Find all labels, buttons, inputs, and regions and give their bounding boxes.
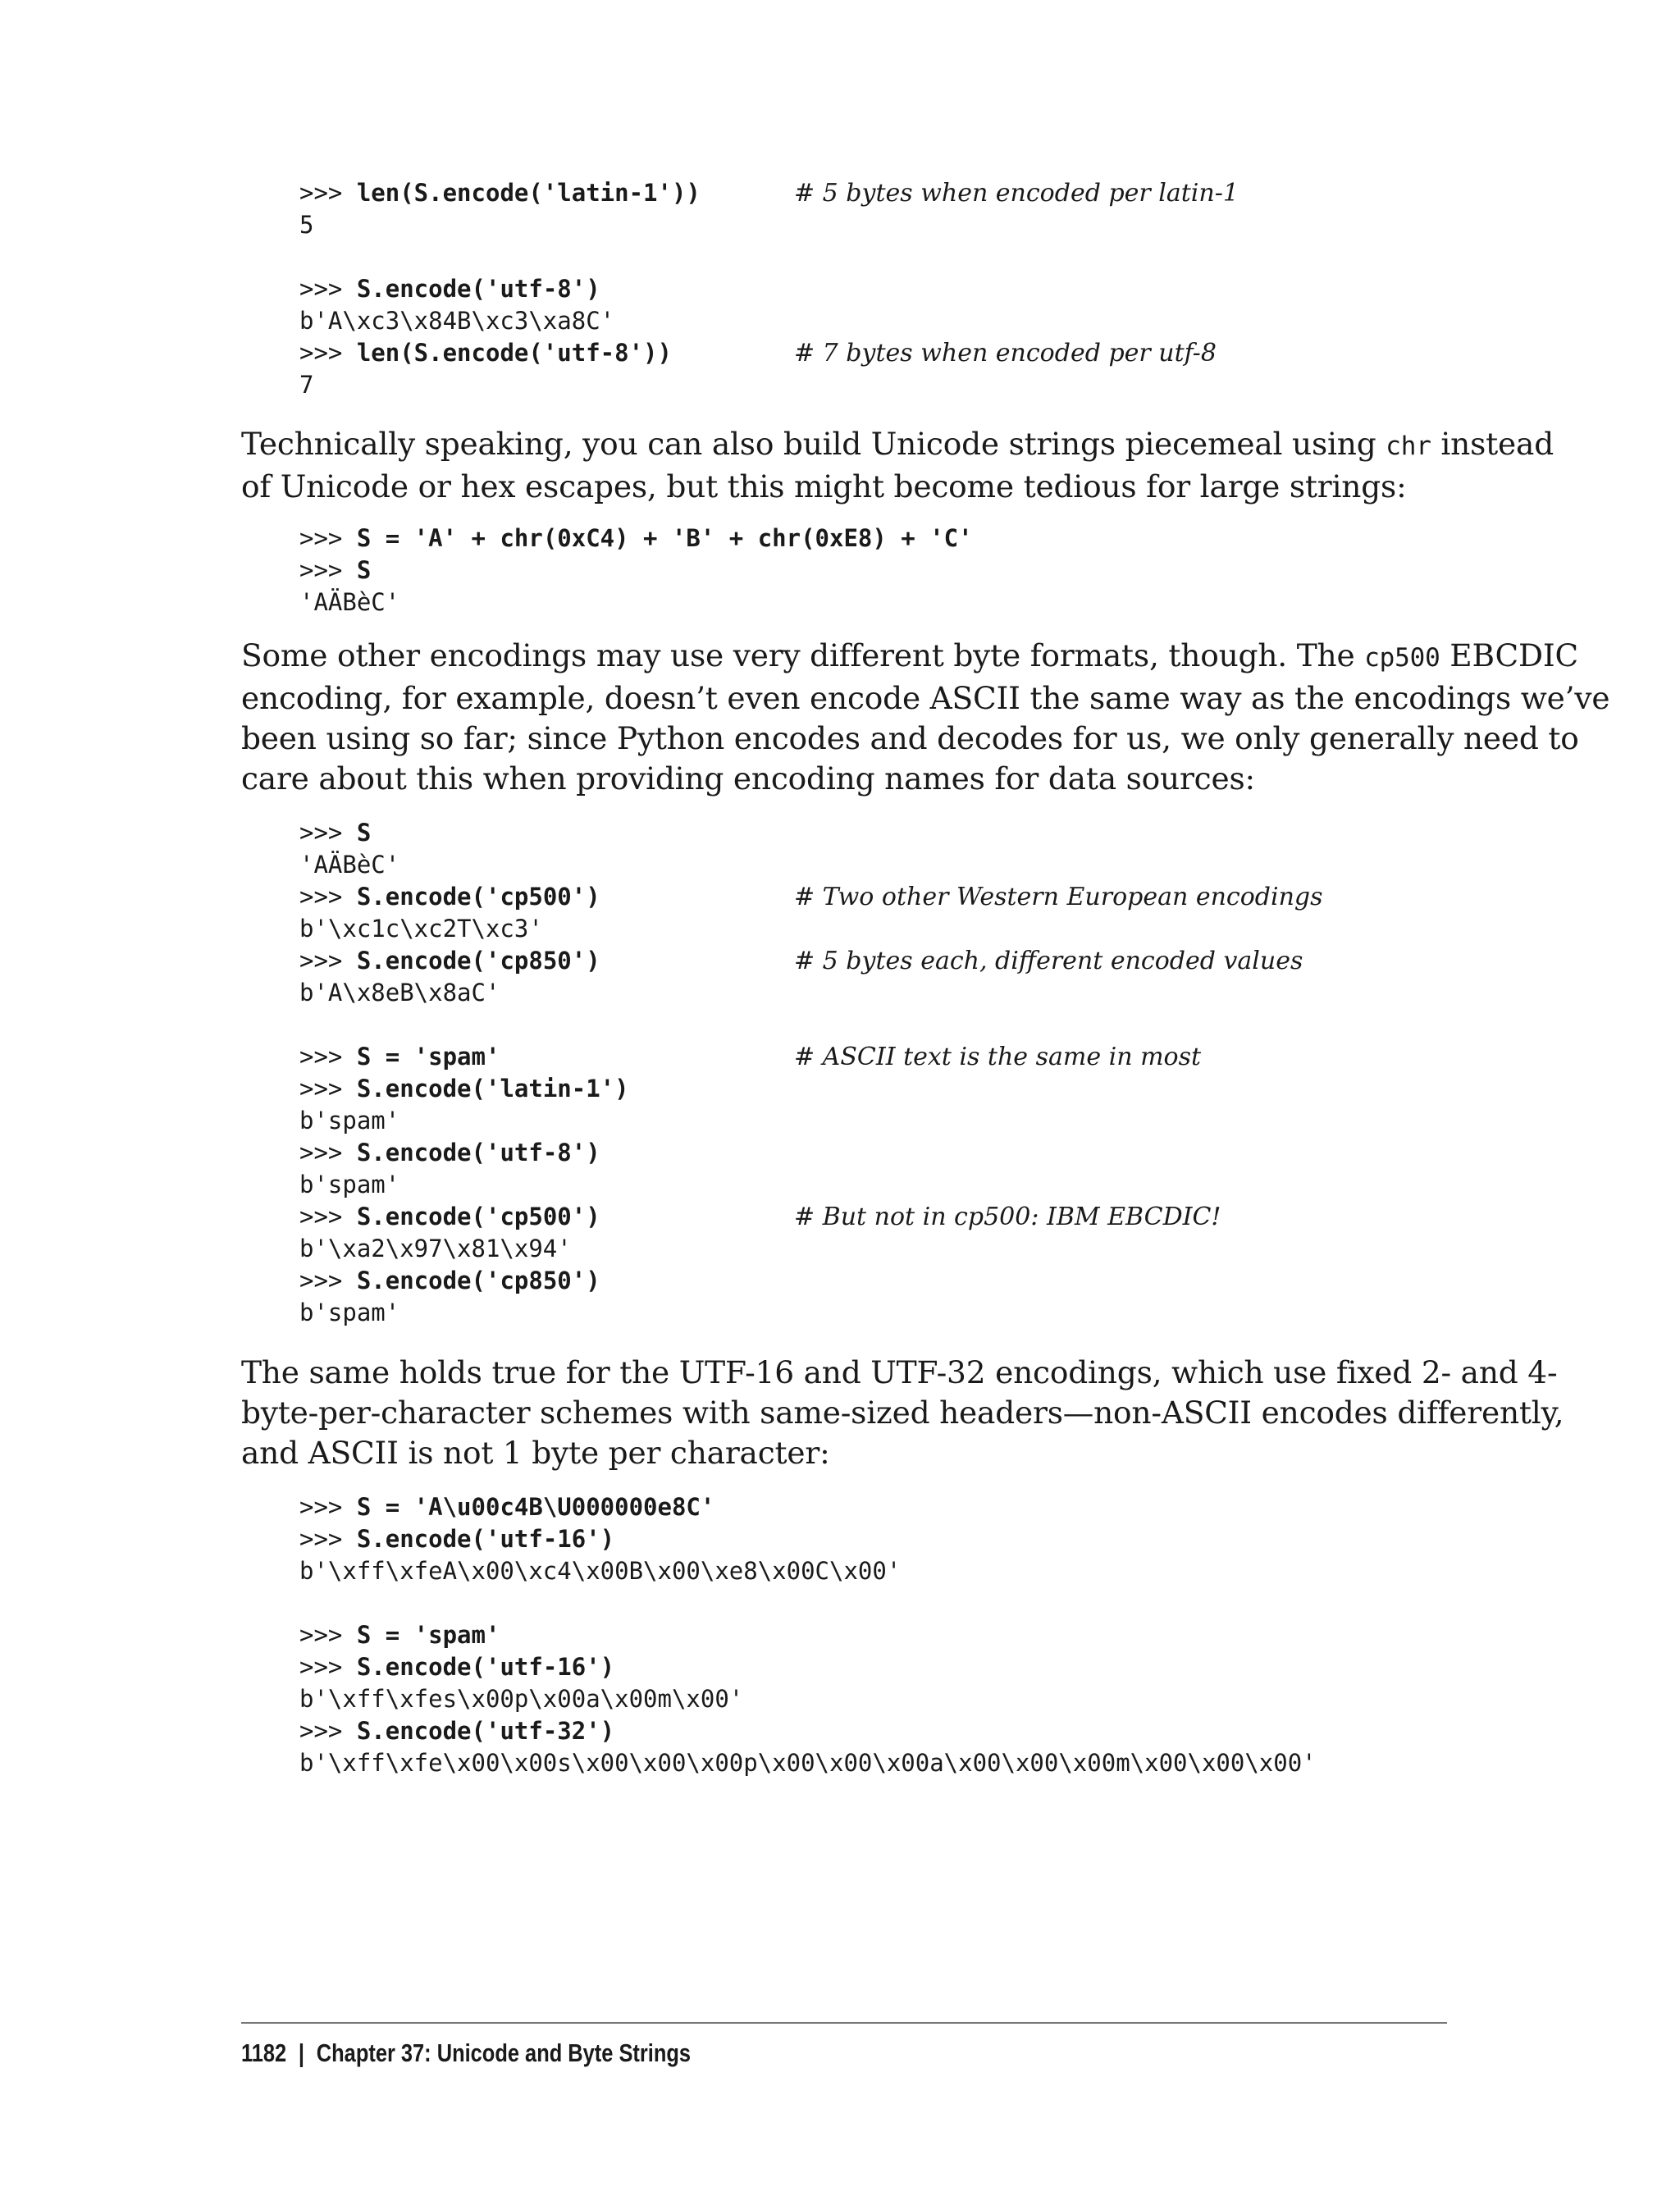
code-comment: # 7 bytes when encoded per utf-8	[794, 339, 1217, 368]
footer-rule	[241, 2022, 1447, 2024]
code-block	[299, 1491, 1317, 1779]
code-output: 'AÄBèC'	[299, 851, 400, 879]
paragraph-line: byte-per-character schemes with same-sized headers—non-ASCII encodes differently,	[241, 1395, 1564, 1431]
code-input: S	[356, 819, 372, 847]
code-input: len(S.encode('utf-8'))	[356, 339, 672, 367]
prompt: >>>	[299, 1717, 357, 1745]
code-input: S = 'spam'	[356, 1043, 500, 1071]
prompt: >>>	[299, 947, 357, 975]
code-line	[299, 1715, 1317, 1747]
code-output: b'spam'	[299, 1171, 400, 1198]
code-comment: # 5 bytes each, different encoded values	[794, 947, 1303, 975]
code-line	[299, 337, 1217, 369]
inline-code: chr	[1386, 431, 1431, 461]
prompt: >>>	[299, 883, 357, 911]
code-line	[299, 817, 629, 849]
code-output: b'\xa2\x97\x81\x94'	[299, 1235, 572, 1262]
code-comment: # 5 bytes when encoded per latin-1	[794, 179, 1239, 208]
body-paragraph	[241, 1353, 1564, 1473]
code-input: S.encode('cp500')	[356, 1203, 600, 1230]
code-input: S.encode('utf-16')	[356, 1653, 615, 1681]
code-line	[299, 555, 973, 587]
text-run: Technically speaking, you can also build Unicode strings piecemeal using	[241, 426, 1386, 462]
code-input: S.encode('cp500')	[356, 883, 600, 911]
code-line	[299, 1265, 629, 1297]
code-output: 5	[299, 211, 314, 239]
code-line	[299, 945, 1303, 977]
code-output: b'\xc1c\xc2T\xc3'	[299, 915, 543, 943]
body-paragraph	[241, 636, 1610, 799]
prompt: >>>	[299, 1043, 357, 1071]
prompt: >>>	[299, 339, 357, 367]
code-block	[299, 177, 1239, 401]
page-footer	[241, 2037, 691, 2070]
paragraph-line: been using so far; since Python encodes and decodes for us, we only generally need to	[241, 720, 1579, 756]
paragraph-line: and ASCII is not 1 byte per character:	[241, 1435, 830, 1471]
code-input: S = 'A\u00c4B\U000000e8C'	[356, 1493, 715, 1521]
body-paragraph	[241, 424, 1554, 507]
code-input: S	[356, 556, 372, 584]
prompt: >>>	[299, 179, 357, 207]
code-output: b'A\xc3\x84B\xc3\xa8C'	[299, 307, 615, 335]
code-block	[299, 817, 1323, 1329]
code-block	[299, 523, 973, 619]
code-line	[299, 1651, 1317, 1683]
paragraph-line	[241, 424, 1554, 467]
code-output: 'AÄBèC'	[299, 588, 400, 616]
prompt: >>>	[299, 1525, 357, 1553]
code-output: 7	[299, 371, 314, 399]
code-output: b'\xff\xfe\x00\x00s\x00\x00\x00p\x00\x00\x00a\x00\x00\x00m\x00\x00\x00'	[299, 1749, 1317, 1777]
code-input: S.encode('utf-16')	[356, 1525, 615, 1553]
code-input: S = 'spam'	[356, 1621, 500, 1649]
code-line	[299, 881, 1323, 913]
prompt: >>>	[299, 819, 357, 847]
code-comment: # ASCII text is the same in most	[794, 1043, 1202, 1071]
code-line	[299, 1201, 1221, 1233]
prompt: >>>	[299, 1621, 357, 1649]
chapter-title: Chapter 37: Unicode and Byte Strings	[316, 2038, 692, 2067]
code-comment: # Two other Western European encodings	[794, 883, 1323, 911]
prompt: >>>	[299, 1075, 357, 1102]
code-input: S.encode('utf-8')	[356, 275, 600, 303]
code-input: S.encode('cp850')	[356, 1267, 600, 1294]
blank-line	[299, 1009, 629, 1041]
prompt: >>>	[299, 1493, 357, 1521]
code-input: S.encode('utf-32')	[356, 1717, 615, 1745]
paragraph-line: of Unicode or hex escapes, but this might become tedious for large strings:	[241, 468, 1407, 504]
text-run: instead	[1431, 426, 1554, 462]
inline-code: cp500	[1364, 643, 1440, 673]
code-input: S.encode('cp850')	[356, 947, 600, 975]
code-output: b'\xff\xfes\x00p\x00a\x00m\x00'	[299, 1685, 744, 1713]
code-line	[299, 1491, 1317, 1523]
paragraph-line	[241, 636, 1578, 678]
text-run: Some other encodings may use very different byte formats, though. The	[241, 637, 1365, 673]
code-line	[299, 273, 701, 305]
code-line	[299, 177, 1239, 209]
code-line	[299, 1137, 629, 1169]
prompt: >>>	[299, 275, 357, 303]
code-line	[299, 1619, 1317, 1651]
paragraph-line: encoding, for example, doesn’t even encode ASCII the same way as the encodings we’ve	[241, 680, 1610, 716]
prompt: >>>	[299, 1203, 357, 1230]
prompt: >>>	[299, 556, 357, 584]
page-number: 1182	[241, 2038, 287, 2067]
code-input: S.encode('utf-8')	[356, 1139, 600, 1166]
paragraph-line: care about this when providing encoding names for data sources:	[241, 760, 1255, 797]
code-input: S.encode('latin-1')	[356, 1075, 629, 1102]
code-input: len(S.encode('latin-1'))	[356, 179, 701, 207]
code-line	[299, 1073, 629, 1105]
code-output: b'spam'	[299, 1107, 400, 1134]
prompt: >>>	[299, 1653, 357, 1681]
text-run: EBCDIC	[1440, 637, 1578, 673]
code-input: S = 'A' + chr(0xC4) + 'B' + chr(0xE8) + 'C'	[356, 524, 973, 552]
code-line	[299, 1041, 1202, 1073]
prompt: >>>	[299, 1267, 357, 1294]
blank-line	[299, 1587, 1317, 1619]
code-line	[299, 523, 973, 555]
prompt: >>>	[299, 524, 357, 552]
footer-separator: |	[298, 2038, 305, 2067]
code-output: b'spam'	[299, 1299, 400, 1326]
code-output: b'\xff\xfeA\x00\xc4\x00B\x00\xe8\x00C\x00'	[299, 1557, 902, 1585]
code-output: b'A\x8eB\x8aC'	[299, 979, 500, 1007]
code-line	[299, 1523, 1317, 1555]
paragraph-line: The same holds true for the UTF-16 and UTF-32 encodings, which use fixed 2- and 4-	[241, 1354, 1558, 1390]
prompt: >>>	[299, 1139, 357, 1166]
blank-line	[299, 241, 701, 273]
code-comment: # But not in cp500: IBM EBCDIC!	[794, 1203, 1221, 1231]
